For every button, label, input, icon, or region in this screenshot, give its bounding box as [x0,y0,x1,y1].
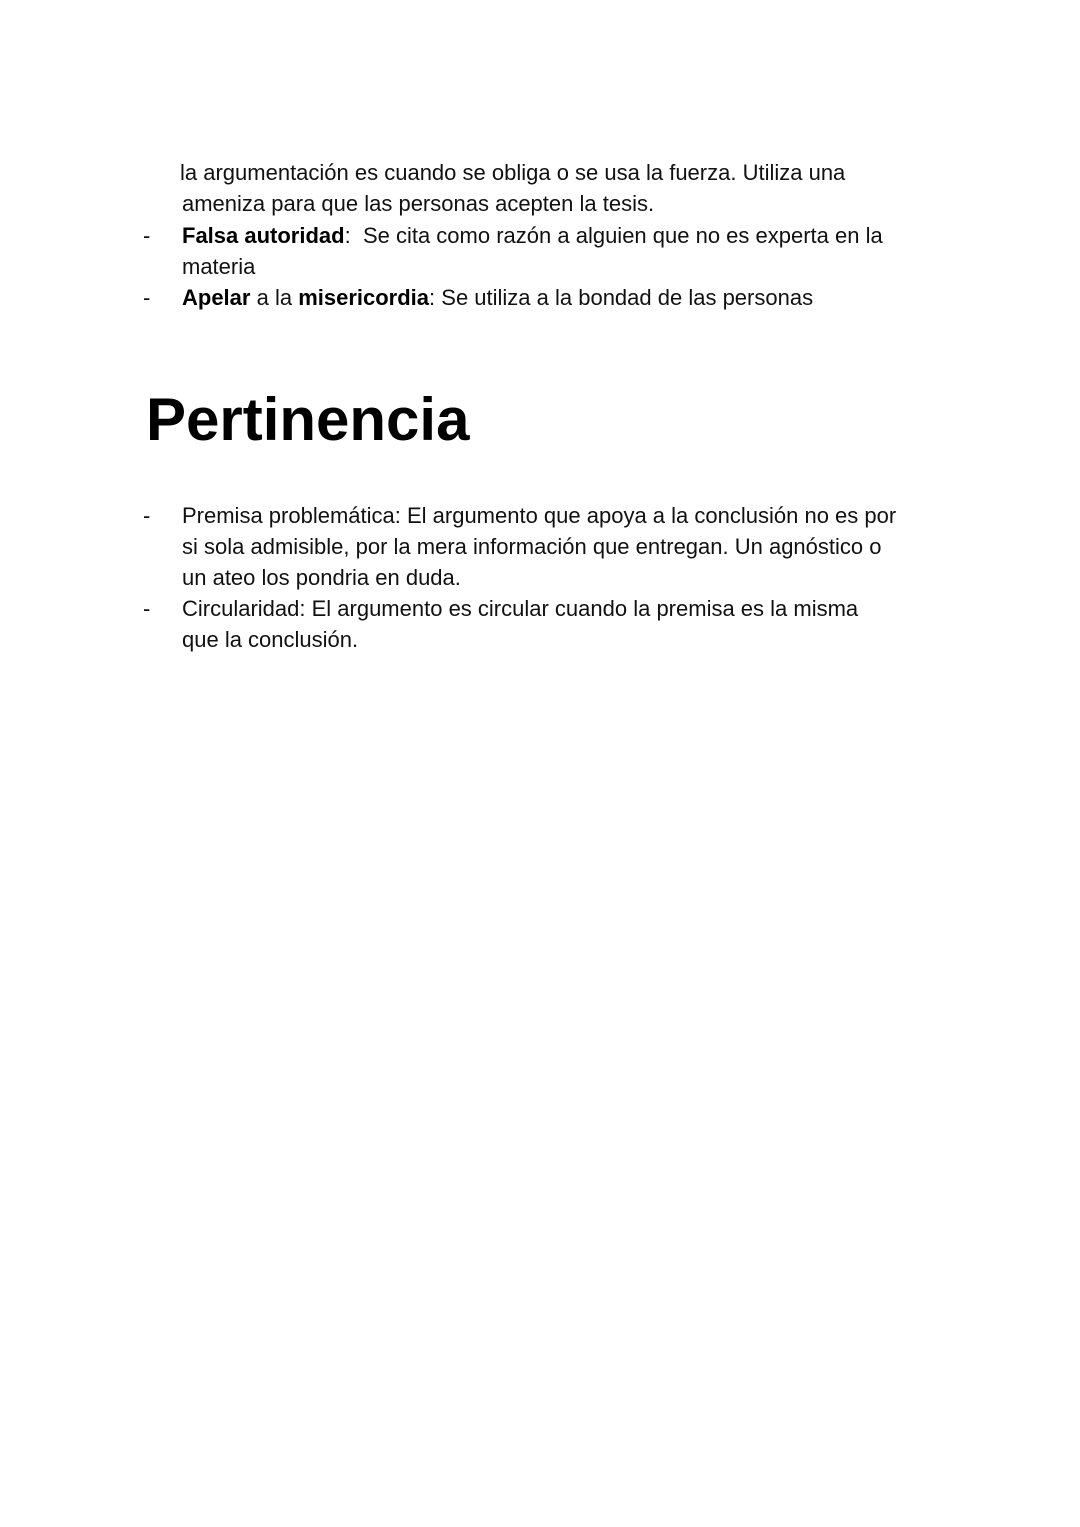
bullet-dash: - [143,503,151,528]
bullet-dash: - [143,285,151,310]
bullet-dash: - [143,223,151,248]
connector: a la [250,285,299,310]
text-line: un ateo los pondria en duda. [182,565,461,590]
term: Apelar [182,285,251,310]
bullet-dash: - [143,596,151,621]
text-line: si sola admisible, por la mera información que entregan. Un agnóstico o [182,534,882,559]
definition-cont: materia [182,254,256,279]
text-line: que la conclusión. [182,627,359,652]
separator: : [429,285,442,310]
separator: : [344,223,363,248]
text-line: ameniza para que las personas acepten la tesis. [182,191,655,216]
section-heading: Pertinencia [146,386,470,453]
text-line: Premisa problemática: El argumento que apoya a la conclusión no es por [182,503,897,528]
text-line: la argumentación es cuando se obliga o se usa la fuerza. Utiliza una [180,160,846,185]
text-line: Circularidad: El argumento es circular cuando la premisa es la misma [182,596,859,621]
definition: Se utiliza a la bondad de las personas [441,285,814,310]
term: Falsa autoridad [182,223,345,248]
definition: Se cita como razón a alguien que no es experta en la [362,223,883,248]
term: misericordia [298,285,430,310]
